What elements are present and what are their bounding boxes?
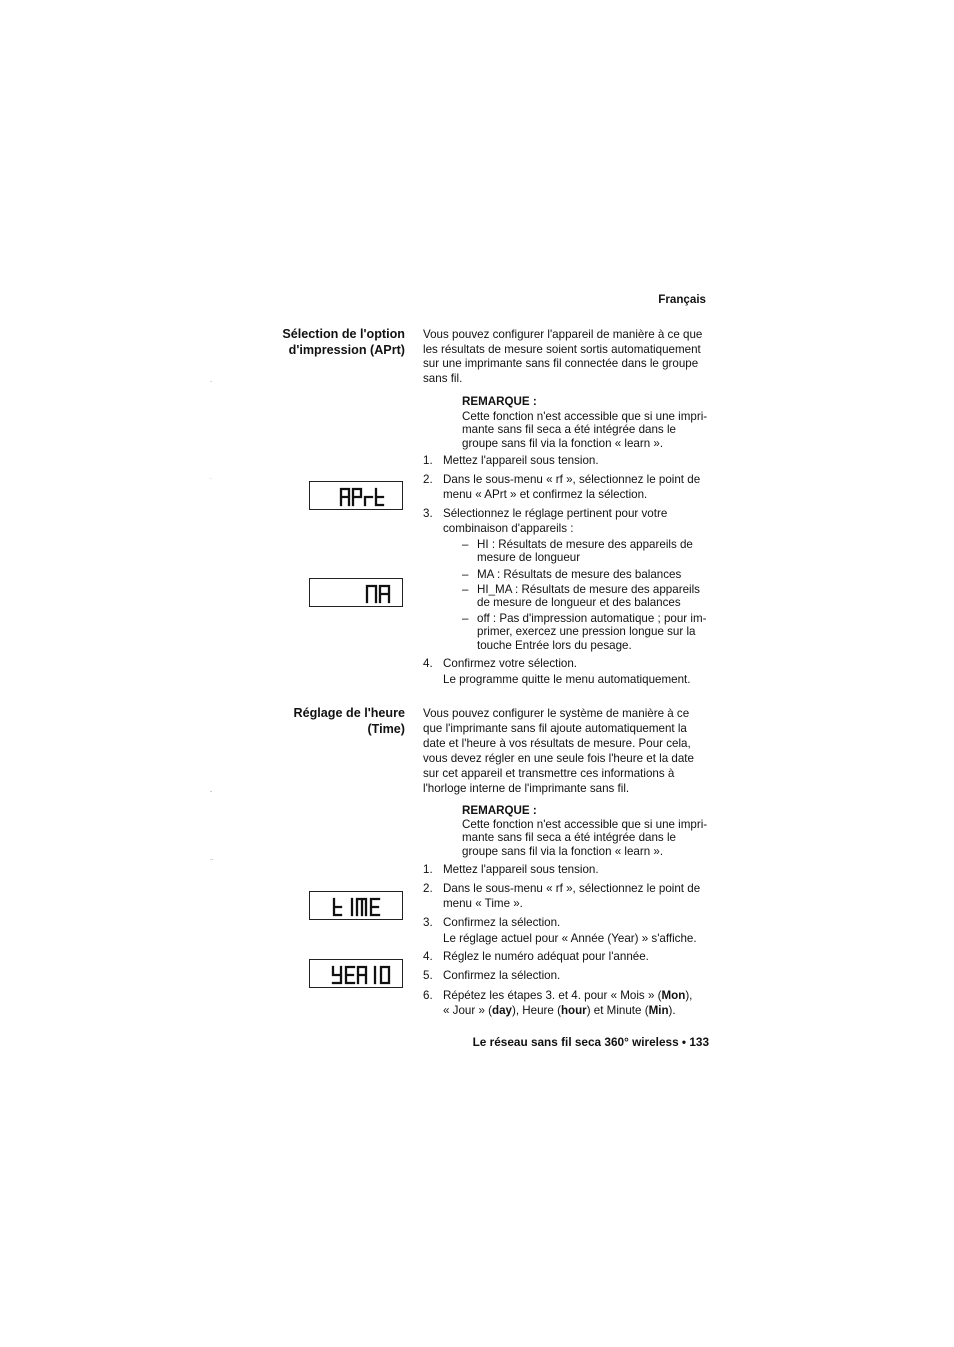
bold-term: Min: [648, 1004, 669, 1017]
step-number: 4.: [423, 657, 433, 670]
text-line: l'horloge interne de l'imprimante sans fil.: [423, 781, 630, 795]
lcd-display-ma: [210, 479, 403, 607]
step-number: 3.: [423, 916, 433, 929]
text-fragment: « Jour » (: [443, 1004, 492, 1017]
text-line: que l'imprimante sans fil ajoute automatiquement la: [423, 721, 687, 735]
text-line: Le programme quitte le menu automatiquement.: [443, 673, 691, 686]
text-line: primer, exercez une pression longue sur la: [477, 625, 696, 639]
text-line: groupe sans fil via la fonction « learn ».: [462, 436, 664, 450]
text-line: Réglez le numéro adéquat pour l'année.: [443, 950, 649, 963]
heading-line: (Time): [367, 722, 405, 736]
intro-paragraph: [423, 707, 713, 796]
page-footer: Le réseau sans fil seca 360° wireless • 133: [472, 1035, 709, 1049]
section-heading-aprt: [250, 326, 405, 358]
lcd-ma-glyphs: [210, 479, 402, 606]
text-line: combinaison d'appareils :: [443, 521, 574, 535]
text-line: Dans le sous-menu « rf », sélectionnez le point de: [443, 882, 701, 895]
step-number: 2.: [423, 473, 433, 486]
text-line: les résultats de mesure soient sortis automatiquement: [423, 342, 701, 356]
note-title: REMARQUE :: [462, 395, 537, 408]
text-line: MA : Résultats de mesure des balances: [477, 568, 682, 581]
text-fragment: ),: [685, 989, 693, 1002]
text-line: vous devez régler en une seule fois l'heure et la date: [423, 751, 694, 765]
text-line: sur cet appareil et transmettre ces informations à: [423, 766, 675, 780]
text-line: groupe sans fil via la fonction « learn ».: [462, 844, 664, 858]
text-line: mante sans fil seca a été intégrée dans le: [462, 423, 676, 437]
step-number: 6.: [423, 989, 433, 1002]
lcd-text: tIME: [210, 792, 213, 793]
text-line: de mesure de longueur et des balances: [477, 596, 681, 610]
text-fragment: ), Heure (: [511, 1004, 561, 1017]
heading-line: d'impression (APrt): [288, 343, 405, 357]
text-line: Le réglage actuel pour « Année (Year) » s'affiche.: [443, 932, 697, 945]
text-line: date et l'heure à vos résultats de mesure. Pour cela,: [423, 736, 691, 750]
lcd-display-time: [210, 792, 403, 920]
dash: –: [462, 538, 469, 551]
lcd-aprt-glyphs: [210, 382, 402, 509]
text-line: [443, 988, 718, 1003]
note-title: REMARQUE :: [462, 804, 537, 817]
text-line: touche Entrée lors du pesage.: [477, 638, 632, 652]
section-heading-time: [250, 705, 405, 737]
text-line: Vous pouvez configurer l'appareil de manière à ce que: [423, 328, 703, 341]
heading-line: Sélection de l'option: [282, 327, 405, 341]
text-fragment: Répétez les étapes 3. et 4. pour « Mois » (: [443, 989, 662, 1002]
dash: –: [462, 612, 469, 625]
lcd-text: APrt: [210, 382, 212, 383]
text-fragment: ) et Minute (: [586, 1004, 649, 1017]
text-line: Sélectionnez le réglage pertinent pour votre: [443, 507, 668, 520]
text-line: HI : Résultats de mesure des appareils de: [477, 538, 693, 551]
note-body: [462, 410, 717, 450]
text-line: menu « Time ».: [443, 896, 523, 910]
text-line: off : Pas d'impression automatique ; pour im-: [477, 612, 707, 625]
text-fragment: ).: [668, 1004, 676, 1017]
intro-paragraph: [423, 328, 713, 386]
lcd-display-year: [210, 860, 403, 988]
text-line: Mettez l'appareil sous tension.: [443, 863, 599, 876]
step-number: 1.: [423, 454, 433, 467]
lcd-year-glyphs: [210, 860, 402, 987]
text-line: sur une imprimante sans fil connectée dans le groupe: [423, 357, 699, 371]
bold-term: day: [491, 1004, 512, 1017]
text-line: Cette fonction n'est accessible que si une impri-: [462, 818, 708, 831]
text-line: HI_MA : Résultats de mesure des appareils: [477, 583, 700, 596]
lcd-time-glyphs: [210, 792, 402, 919]
dash: –: [462, 583, 469, 596]
text-line: Cette fonction n'est accessible que si une impri-: [462, 410, 708, 423]
text-line: menu « APrt » et confirmez la sélection.: [443, 487, 648, 501]
text-line: Confirmez votre sélection.: [443, 657, 578, 670]
step-number: 2.: [423, 882, 433, 895]
step-number: 4.: [423, 950, 433, 963]
lcd-display-aprt: [210, 382, 403, 510]
step-number: 3.: [423, 507, 433, 520]
text-line: Vous pouvez configurer le système de manière à ce: [423, 707, 690, 720]
lcd-text: MA: [210, 479, 212, 480]
dash: –: [462, 568, 469, 581]
step-number: 5.: [423, 969, 433, 982]
text-line: Mettez l'appareil sous tension.: [443, 454, 599, 467]
lcd-text: YEA10: [210, 860, 214, 861]
bold-term: hour: [560, 1004, 587, 1017]
step-number: 1.: [423, 863, 433, 876]
text-line: Dans le sous-menu « rf », sélectionnez le point de: [443, 473, 701, 486]
language-label: Français: [658, 293, 706, 306]
text-line: sans fil.: [423, 371, 463, 385]
text-line: Confirmez la sélection.: [443, 916, 561, 929]
text-line: Confirmez la sélection.: [443, 969, 561, 982]
bold-term: Mon: [661, 989, 686, 1002]
text-line: mesure de longueur: [477, 551, 581, 565]
heading-line: Réglage de l'heure: [293, 706, 405, 720]
text-line: mante sans fil seca a été intégrée dans le: [462, 831, 676, 845]
note-body: [462, 818, 717, 858]
text-line: [443, 1003, 718, 1018]
